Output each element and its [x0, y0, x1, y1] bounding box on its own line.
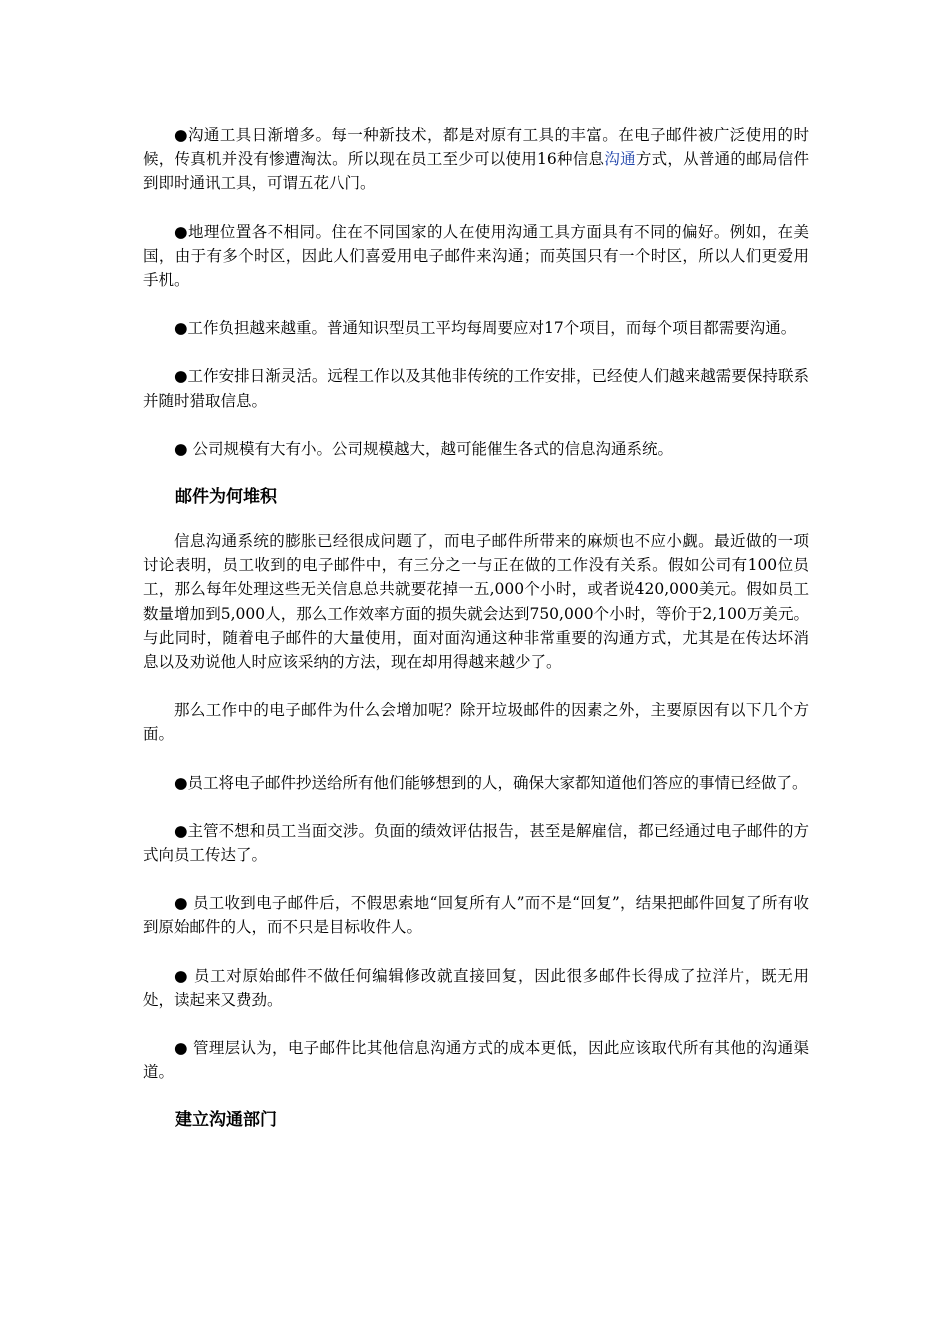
paragraph-text: ●沟通工具日渐增多。每一种新技术，都是对原有工具的丰富。在电子邮件被广泛使用的时候，传真机并没有惨遭淘汰。所以现在员工至少可以使用16种信息	[143, 126, 809, 169]
paragraph-no-editing: ● 员工对原始邮件不做任何编辑修改就直接回复，因此很多邮件长得成了拉洋片，既无用处，读起来又费劲。	[143, 966, 809, 1009]
section-heading-build-communication-dept: 建立沟通部门	[175, 1110, 277, 1131]
section-heading-why-email-piles-up: 邮件为何堆积	[175, 487, 277, 508]
paragraph-why-increase: 那么工作中的电子邮件为什么会增加呢？除开垃圾邮件的因素之外，主要原因有以下几个方面。	[143, 701, 809, 744]
paragraph-company-size: ● 公司规模有大有小。公司规模越大，越可能催生各式的信息沟通系统。	[174, 439, 673, 458]
paragraph-communication-tools	[143, 123, 809, 196]
paragraph-management-cost: ● 管理层认为，电子邮件比其他信息沟通方式的成本更低，因此应该取代所有其他的沟通渠道。	[143, 1039, 809, 1082]
inline-link-goutong[interactable]: 沟通	[604, 150, 636, 169]
paragraph-cc-everyone: ●员工将电子邮件抄送给所有他们能够想到的人，确保大家都知道他们答应的事情已经做了。	[174, 773, 808, 792]
document-body	[143, 123, 809, 1152]
paragraph-email-cost: 信息沟通系统的膨胀已经很成问题了，而电子邮件所带来的麻烦也不应小觑。最近做的一项讨论表明，员工收到的电子邮件中，有三分之一与正在做的工作没有关系。假如公司有100位员工，那么每年处理这些无关信息总共就要花掉一五,000个小时，或者说420,000美元。假如员工数量增加到5,000人，那么工作效率方面的损失就会达到750,000个小时，等价于2,100万美元。与此同时，随着电子邮件的大量使用，面对面沟通这种非常重要的沟通方式，尤其是在传达坏消息以及劝说他人时应该采纳的方法，现在却用得越来越少了。	[143, 532, 809, 672]
paragraph-flexible-work: ●工作安排日渐灵活。远程工作以及其他非传统的工作安排，已经使人们越来越需要保持联系并随时猎取信息。	[143, 367, 809, 410]
paragraph-reply-all: ● 员工收到电子邮件后，不假思索地“回复所有人”而不是“回复”，结果把邮件回复了所有收到原始邮件的人，而不只是目标收件人。	[143, 894, 809, 937]
paragraph-geography: ●地理位置各不相同。住在不同国家的人在使用沟通工具方面具有不同的偏好。例如，在美国，由于有多个时区，因此人们喜爱用电子邮件来沟通；而英国只有一个时区，所以人们更爱用手机。	[143, 222, 809, 290]
paragraph-text: 方式，从普通的邮局信件到即时通讯工具，可谓五花八门。	[143, 150, 809, 193]
paragraph-managers-avoid: ●主管不想和员工当面交涉。负面的绩效评估报告，甚至是解雇信，都已经通过电子邮件的方式向员工传达了。	[143, 821, 809, 865]
paragraph-workload: ●工作负担越来越重。普通知识型员工平均每周要应对17个项目，而每个项目都需要沟通。	[174, 319, 797, 338]
